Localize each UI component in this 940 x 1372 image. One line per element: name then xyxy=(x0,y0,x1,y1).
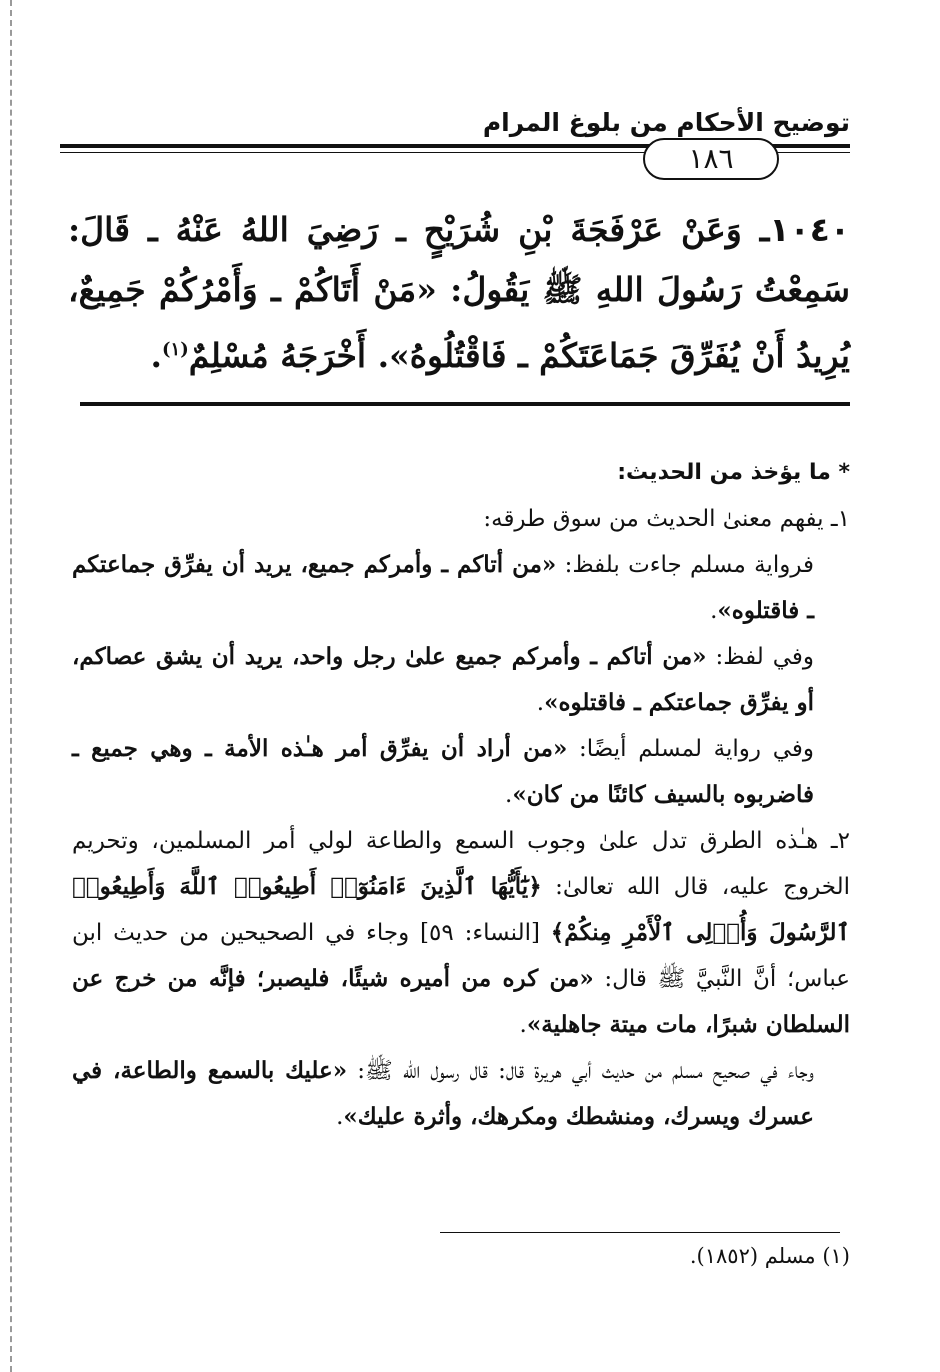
narration-1-quote: «من أتاكم ـ وأمركم جميع، يريد أن يفرِّق جماعتكم ـ فاقتلوه» xyxy=(72,551,814,624)
narration-2-lead: وفي لفظ: xyxy=(706,644,814,670)
section-separator xyxy=(80,402,850,406)
narration-4-end: . xyxy=(336,1104,344,1130)
point-1-intro: ١ـ يفهم معنىٰ الحديث من سوق طرقه: xyxy=(483,506,850,532)
hadith-dash: ـ xyxy=(759,210,770,249)
point-2-mid: [النساء: ٥٩] وجاء في الصحيحين من حديث ابن عباس؛ أنَّ النَّبيَّ ﷺ قال: xyxy=(72,920,851,992)
point-2-lead: ٢ـ هـٰذه الطرق تدل علىٰ وجوب السمع والطاعة لولي أمر المسلمين، وتحريم الخروج عليه، قال الله تعالىٰ: xyxy=(72,828,851,900)
hadith-text xyxy=(68,200,850,386)
narration-4-lead: وجاء في صحيح مسلم من حديث أبي هريرة قال: قال رسول الله ﷺ: xyxy=(347,1058,814,1084)
narration-2-quote: «من أتاكم ـ وأمركم جميع علىٰ رجل واحد، يريد أن يشق عصاكم، أو يفرِّق جماعتكم ـ فاقتلوه» xyxy=(72,643,814,716)
narration-1-lead: فرواية مسلم جاءت بلفظ: xyxy=(556,552,815,578)
header-rule-left-thick xyxy=(60,144,650,148)
book-title: توضيح الأحكام من بلوغ المرام xyxy=(482,108,850,137)
narration-3 xyxy=(72,726,850,818)
narration-1-end: . xyxy=(710,598,718,624)
binding-edge xyxy=(10,0,12,1372)
narration-1 xyxy=(72,542,850,634)
footnote-rule xyxy=(440,1232,840,1233)
narration-3-end: . xyxy=(505,782,513,808)
point-2 xyxy=(72,818,850,1048)
footnote: (١) مسلم (١٨٥٢). xyxy=(689,1244,850,1268)
commentary xyxy=(72,450,850,1140)
point-2-end: . xyxy=(519,1012,527,1038)
narration-2 xyxy=(72,634,850,726)
narration-4-quote: «عليك بالسمع والطاعة، في عسرك ويسرك، ومنشطك ومكرهك، وأثرة عليك» xyxy=(72,1057,814,1130)
running-header xyxy=(60,108,850,178)
page-number: ١٨٦ xyxy=(643,138,779,180)
narration-2-end: . xyxy=(536,690,545,716)
narration-4 xyxy=(72,1048,850,1140)
header-rule-left-thin xyxy=(60,152,650,153)
section-heading: * ما يؤخذ من الحديث: xyxy=(617,460,850,485)
footnote-ref[interactable]: (١) xyxy=(162,339,189,360)
quran-verse: ﴿يَٰٓأَيُّهَا ٱلَّذِينَ ءَامَنُوٓا۟ أَطِيعُوا۟ ٱللَّهَ وَأَطِيعُوا۟ ٱلرَّسُولَ وَأُو۟لِى ٱلْأَمْرِ مِنكُمْ﴾ xyxy=(72,873,851,946)
hadith-number: ١٠٤٠ xyxy=(769,210,850,249)
point-2-quote: «من كره من أميره شيئًا، فليصبر؛ فإنَّه من خرج عن السلطان شبرًا، مات ميتة جاهلية» xyxy=(72,965,850,1038)
hadith-end: . xyxy=(150,336,162,375)
narration-3-quote: «من أراد أن يفرِّق أمر هـٰذه الأمة ـ وهي جميع ـ فاضربوه بالسيف كائنًا من كان» xyxy=(72,735,814,808)
hadith-body: وَعَنْ عَرْفَجَةَ بْنِ شُرَيْحٍ ـ رَضِيَ اللهُ عَنْهُ ـ قَالَ: سَمِعْتُ رَسُولَ اللهِ ﷺ يَقُولُ: «مَنْ أَتَاكُمْ ـ وَأَمْرُكُمْ جَمِيعٌ، يُرِيدُ أَنْ يُفَرِّقَ جَمَاعَتَكُمْ ـ فَاقْتُلُوهُ». أَخْرَجَهُ مُسْلِمٌ xyxy=(68,210,850,375)
narration-3-lead: وفي رواية لمسلم أيضًا: xyxy=(567,736,814,762)
